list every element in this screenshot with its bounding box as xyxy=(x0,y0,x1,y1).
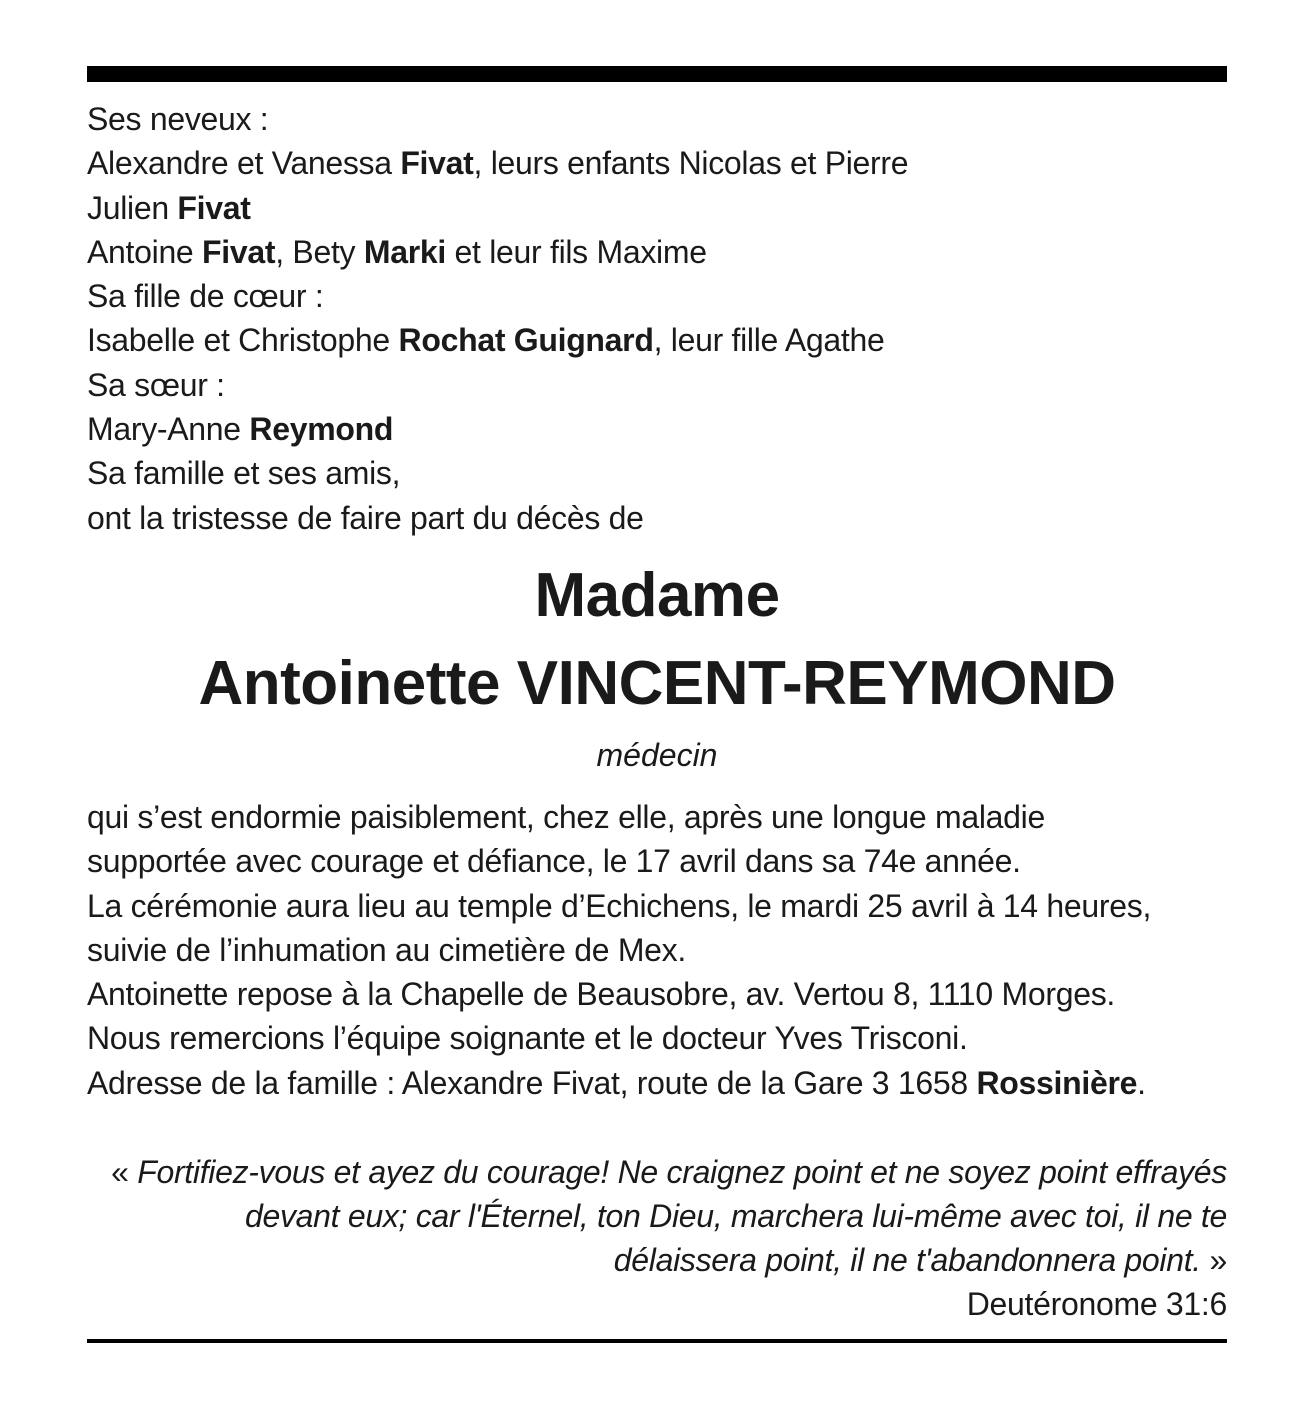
body-line: Antoinette repose à la Chapelle de Beausobre, av. Vertou 8, 1110 Morges. xyxy=(87,976,1115,1013)
bible-verse xyxy=(87,1150,1227,1326)
family-line: Ses neveux : xyxy=(87,101,269,137)
family-line: Sa fille de cœur : xyxy=(87,278,324,315)
surname: Reymond xyxy=(249,411,394,448)
family-line: Alexandre et Vanessa Fivat, leurs enfants Nicolas et Pierre xyxy=(87,145,909,182)
deceased-name: Antoinette VINCENT-REYMOND xyxy=(198,649,1116,718)
family-line: Mary-Anne Reymond xyxy=(87,411,394,448)
family-line: Sa sœur : xyxy=(87,366,225,403)
deceased-title: Madame xyxy=(534,561,780,630)
family-line: ont la tristesse de faire part du décès de xyxy=(87,499,644,536)
verse-line: délaissera point, il ne t'abandonnera point. » xyxy=(613,1242,1227,1278)
body-line: La cérémonie aura lieu au temple d’Echichens, le mardi 25 avril à 14 heures, xyxy=(87,887,1152,924)
body-line: suivie de l’inhumation au cimetière de Mex. xyxy=(87,931,686,968)
surname: Fivat xyxy=(177,189,251,226)
deceased-profession: médecin xyxy=(596,737,718,773)
family-line: Sa famille et ses amis, xyxy=(87,455,401,492)
bottom-rule xyxy=(87,1339,1227,1343)
top-rule xyxy=(87,66,1227,82)
body-line: supportée avec courage et défiance, le 17 avril dans sa 74e année. xyxy=(87,843,1021,880)
family-list xyxy=(87,97,1227,540)
surname: Fivat xyxy=(400,145,474,182)
surname: Rochat Guignard xyxy=(398,322,654,359)
body-line: qui s’est endormie paisiblement, chez elle, après une longue maladie xyxy=(87,799,1045,835)
notice-body xyxy=(87,795,1227,1105)
place-name: Rossinière xyxy=(976,1064,1138,1101)
body-line: Adresse de la famille : Alexandre Fivat, route de la Gare 3 1658 Rossinière. xyxy=(87,1064,1146,1101)
verse-line: « Fortifiez-vous et ayez du courage! Ne craignez point et ne soyez point effrayés xyxy=(111,1154,1227,1190)
surname: Fivat xyxy=(202,233,276,270)
body-line: Nous remercions l’équipe soignante et le docteur Yves Trisconi. xyxy=(87,1020,968,1057)
verse-reference: Deutéronome 31:6 xyxy=(966,1286,1227,1322)
family-line: Antoine Fivat, Bety Marki et leur fils Maxime xyxy=(87,233,707,270)
surname: Marki xyxy=(363,233,446,270)
verse-line: devant eux; car l'Éternel, ton Dieu, marchera lui-même avec toi, il ne te xyxy=(244,1198,1227,1234)
family-line: Julien Fivat xyxy=(87,189,251,226)
family-line: Isabelle et Christophe Rochat Guignard, leur fille Agathe xyxy=(87,322,885,359)
